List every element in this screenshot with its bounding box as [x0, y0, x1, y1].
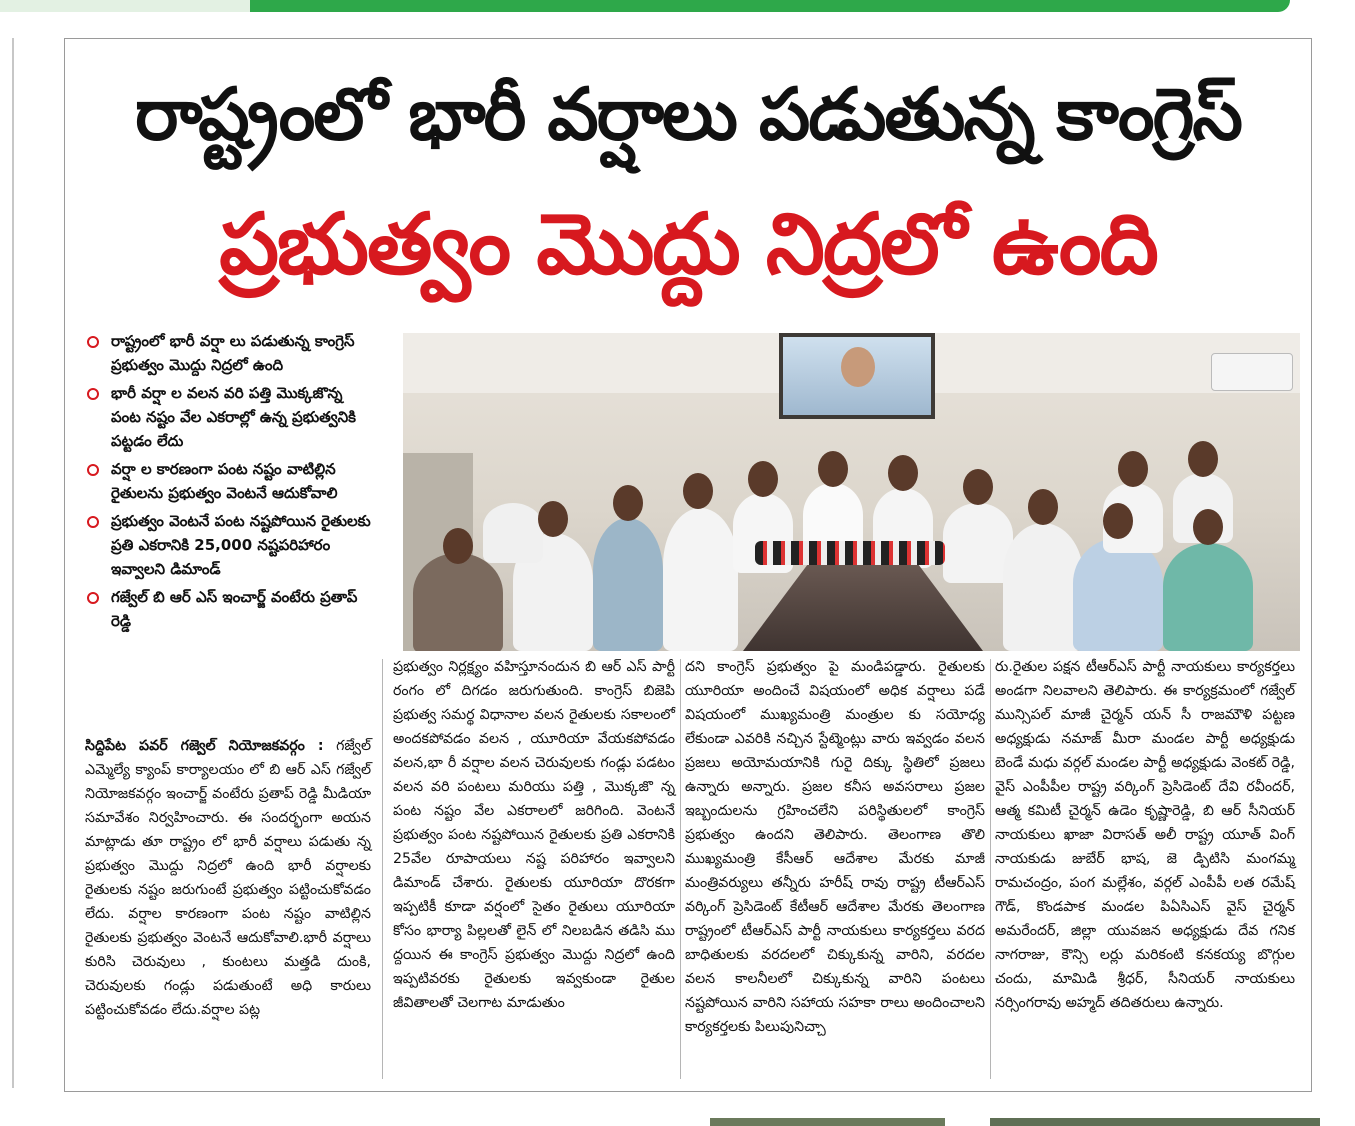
column-divider [680, 659, 681, 1079]
attendee [1163, 543, 1253, 651]
highlight-item [85, 585, 375, 633]
bullet-ring-icon [87, 592, 99, 604]
highlights-list [85, 329, 375, 637]
media-microphones [755, 541, 945, 565]
page-margin-line [12, 38, 14, 1088]
headline-line-2: ప్రభుత్వం మొద్దు నిద్రలో ఉంది [219, 195, 1157, 293]
attendee-head [613, 485, 643, 521]
attendee-head [963, 469, 993, 505]
bullet-ring-icon [87, 516, 99, 528]
attendee [1073, 538, 1163, 651]
attendee-head [1118, 451, 1148, 487]
body-text-1: గజ్వేల్ ఎమ్మెల్యే క్యాంప్ కార్యాలయం లో బి ఆర్ ఎస్ గజ్వేల్ నియోజకవర్గం ఇంచార్జ్ వంటేరు ప్రతాప్ రెడ్డి మీడియా సమావేశం నిర్వహించారు. ఈ సందర్భంగా అయన మాట్లాడు తూ రాష్ట్రం లో భారీ వర్షాలు పడుతు న్న ప్రభుత్వం మొద్దు నిద్రలో ఉంది భారీ వర్షాలకు రైతులకు నష్టం జరుగుంటే ప్రభుత్వం పట్టించుకోవడం లేదు. వర్షాల కారణంగా పంట నష్టం వాటిల్లిన రైతులకు ప్రభుత్వం వెంటనే ఆదుకోవాలి.భారీ వర్షాలు కురిసి చెరువులు , కుంటలు మత్తడి దుంకి, చెరువులకు గండ్లు పడుతుంటే అధి కారులు పట్టించుకోవడం లేదు.వర్షాల పట్ల [85, 738, 372, 1018]
body-column-1 [85, 734, 371, 1022]
attendee-head [1193, 509, 1223, 545]
bullet-ring-icon [87, 336, 99, 348]
attendee-head [443, 528, 473, 564]
portrait-face [841, 347, 875, 387]
attendee-head [1028, 489, 1058, 525]
attendee-head [818, 451, 848, 487]
air-conditioner [1211, 353, 1293, 391]
highlight-item [85, 381, 375, 453]
highlight-text: ప్రభుత్వం వెంటనే పంట నష్టపోయిన రైతులకు ప్రతి ఎకరానికి 25,000 నష్టపరిహారం ఇవ్వాలని డిమాండ్ [111, 512, 371, 578]
top-color-bar [250, 0, 1290, 12]
news-article [64, 38, 1312, 1092]
attendee-head [1188, 441, 1218, 477]
attendee-head [538, 501, 568, 537]
body-column-4: రు.రైతుల పక్షన టీఆర్ఎస్ పార్టీ నాయకులు కార్యకర్తలు అండగా నిలవాలని తెలిపారు. ఈ కార్యక్రమంలో గజ్వేల్ మున్సిపల్ మాజీ చైర్మన్ యన్ సీ రాజమౌళి పట్టణ అధ్యక్షుడు నమాజ్ మీరా మండల పార్టీ అధ్యక్షుడు బెండే మధు వర్గల్ మండల పార్టీ అధ్యక్షుడు వెంకట్ రెడ్డి, వైస్ ఎంపీపీల రాష్ట్ర వర్కింగ్ ప్రెసిడెంట్ దేవి రవీందర్, ఆత్మ కమిటీ చైర్మన్ ఉడెం కృష్ణారెడ్డి, బి ఆర్ సీనియర్ నాయకులు ఖాజా విరాసత్ అలీ రాష్ట్ర యూత్ వింగ్ నాయకుడు జుబేర్ భాష, జె డ్పిటిసి మంగమ్మ రామచంద్రం, పంగ మల్లేశం, వర్గల్ ఎంపీపీ లత రమేష్ గౌడ్, కొండపాక మండల పిఏసిఎస్ వైస్ చైర్మన్ అమరేందర్, జిల్లా యువజన అధ్యక్షుడు దేవ గనిక నాగరాజు, కౌన్సి లర్లు మరికంటి కనకయ్య బొగ్గుల చందు, మామిడి శ్రీధర్, సీనియర్ నాయకులు నర్సింగరావు అహ్మద్ తదితరులు ఉన్నారు. [995, 659, 1295, 1011]
highlight-item [85, 509, 375, 581]
press-meet-photo [403, 333, 1300, 651]
column-divider [990, 659, 991, 1079]
highlight-text: రాష్ట్రంలో భారీ వర్షా లు పడుతున్న కాంగ్రెస్ ప్రభుత్వం మొద్దు నిద్రలో ఉంది [111, 332, 355, 374]
leader-portrait-frame [779, 333, 935, 419]
column-divider [382, 659, 383, 1079]
attendee [483, 503, 543, 563]
attendee-head [748, 461, 778, 497]
next-article-photo [710, 1118, 945, 1126]
highlight-item [85, 457, 375, 505]
body-column-3: దని కాంగ్రెస్ ప్రభుత్వం పై మండిపడ్డారు. రైతులకు యూరియా అందించే విషయంలో అధిక వర్షాలు పడే విషయంలో ముఖ్యమంత్రి మంత్రుల కు సయోధ్య లేకుండా ఎవరికి నచ్చిన స్టేట్మెంట్లు వారు ఇవ్వడం వలన ప్రజలు అయోమయానికి గురై దిక్కు స్థితిలో ప్రజలు ఉన్నారు అన్నారు. ప్రజల కనీస అవసరాలు ప్రజల ఇబ్బందులను గ్రహించలేని పరిస్థితులలో కాంగ్రెస్ ప్రభుత్వం ఉందని తెలిపారు. తెలంగాణ తొలి ముఖ్యమంత్రి కేసీఆర్ ఆదేశాల మేరకు మాజీ మంత్రివర్యులు తన్నీరు హరీష్ రావు రాష్ట్ర టీఆర్ఎస్ వర్కింగ్ ప్రెసిడెంట్ కేటీఆర్ ఆదేశాల మేరకు తెలంగాణ రాష్ట్రంలో టీఆర్ఎస్ పార్టీ నాయకులు కార్యకర్తలు వరద బాధితులకు వరదలలో చిక్కుకున్న వారిని, వరదల వలన కాలనీలలో చిక్కుకున్న వారిని పంటలు నష్టపోయిన వారిని సహాయ సహకా రాలు అందించాలని కార్యకర్తలకు పిలుపునిచ్చా [685, 659, 985, 1035]
dateline: సిద్దిపేట పవర్ గజ్వెల్ నియోజకవర్గం : [85, 738, 324, 754]
bullet-ring-icon [87, 464, 99, 476]
attendee-head [888, 455, 918, 491]
highlight-item [85, 329, 375, 377]
highlight-text: వర్షా ల కారణంగా పంట నష్టం వాటిల్లిన రైతులను ప్రభుత్వం వెంటనే ఆదుకోవాలి [111, 460, 338, 502]
top-bar-left [0, 0, 250, 12]
headline-line-1: రాష్ట్రంలో భారీ వర్షాలు పడుతున్న కాంగ్రెస్ [135, 72, 1241, 156]
bullet-ring-icon [87, 388, 99, 400]
attendee-head [1103, 503, 1133, 539]
attendee [413, 553, 503, 651]
body-column-2: ప్రభుత్వం నిర్లక్ష్యం వహిస్తూనందున బి ఆర్ ఎస్ పార్టీ రంగం లో దిగడం జరుగుతుంది. కాంగ్రెస్ బిజెపి ప్రభుత్వ సమర్థ విధానాల వలన రైతులకు సకాలంలో అందకపోవడం వలన , యూరియా వేయకపోవడం వలన,భా రీ వర్షాల వలన చెరువులకు గండ్లు పడటం వలన వరి పంటలు మరియు పత్తి , మొక్కజొ న్న పంట నష్టం వేల ఎకరాలలో జరిగింది. వెంటనే ప్రభుత్వం పంట నష్టపోయిన రైతులకు ప్రతి ఎకరానికి 25వేల రూపాయలు నష్ట పరిహారం ఇవ్వాలని డిమాండ్ చేశారు. రైతులకు యూరియా దొరకగా ఇప్పటికీ కూడా వర్షంలో సైతం రైతులు యూరియా కోసం భార్యా పిల్లలతో లైన్ లో నిలబడిన తడిసి ము ద్దయిన ఈ కాంగ్రెస్ ప్రభుత్వం మొద్దు నిద్రలో ఉంది ఇప్పటివరకు రైతులకు ఇవ్వకుండా రైతుల జీవితాలతో చెలగాట మాడుతుం [393, 659, 675, 1011]
attendee-head [683, 473, 713, 509]
attendee [1003, 523, 1083, 651]
attendee [593, 518, 663, 651]
attendee [663, 508, 738, 651]
next-article-photo [990, 1118, 1320, 1126]
highlight-text: గజ్వేల్ బి ఆర్ ఎస్ ఇంచార్జ్ వంటేరు ప్రతాప్ రెడ్డి [111, 588, 358, 630]
highlight-text: భారీ వర్షా ల వలన వరి పత్తి మొక్కజొన్న పంట నష్టం వేల ఎకరాల్లో ఉన్న ప్రభుత్వనికి పట్టడం లేదు [111, 384, 356, 450]
